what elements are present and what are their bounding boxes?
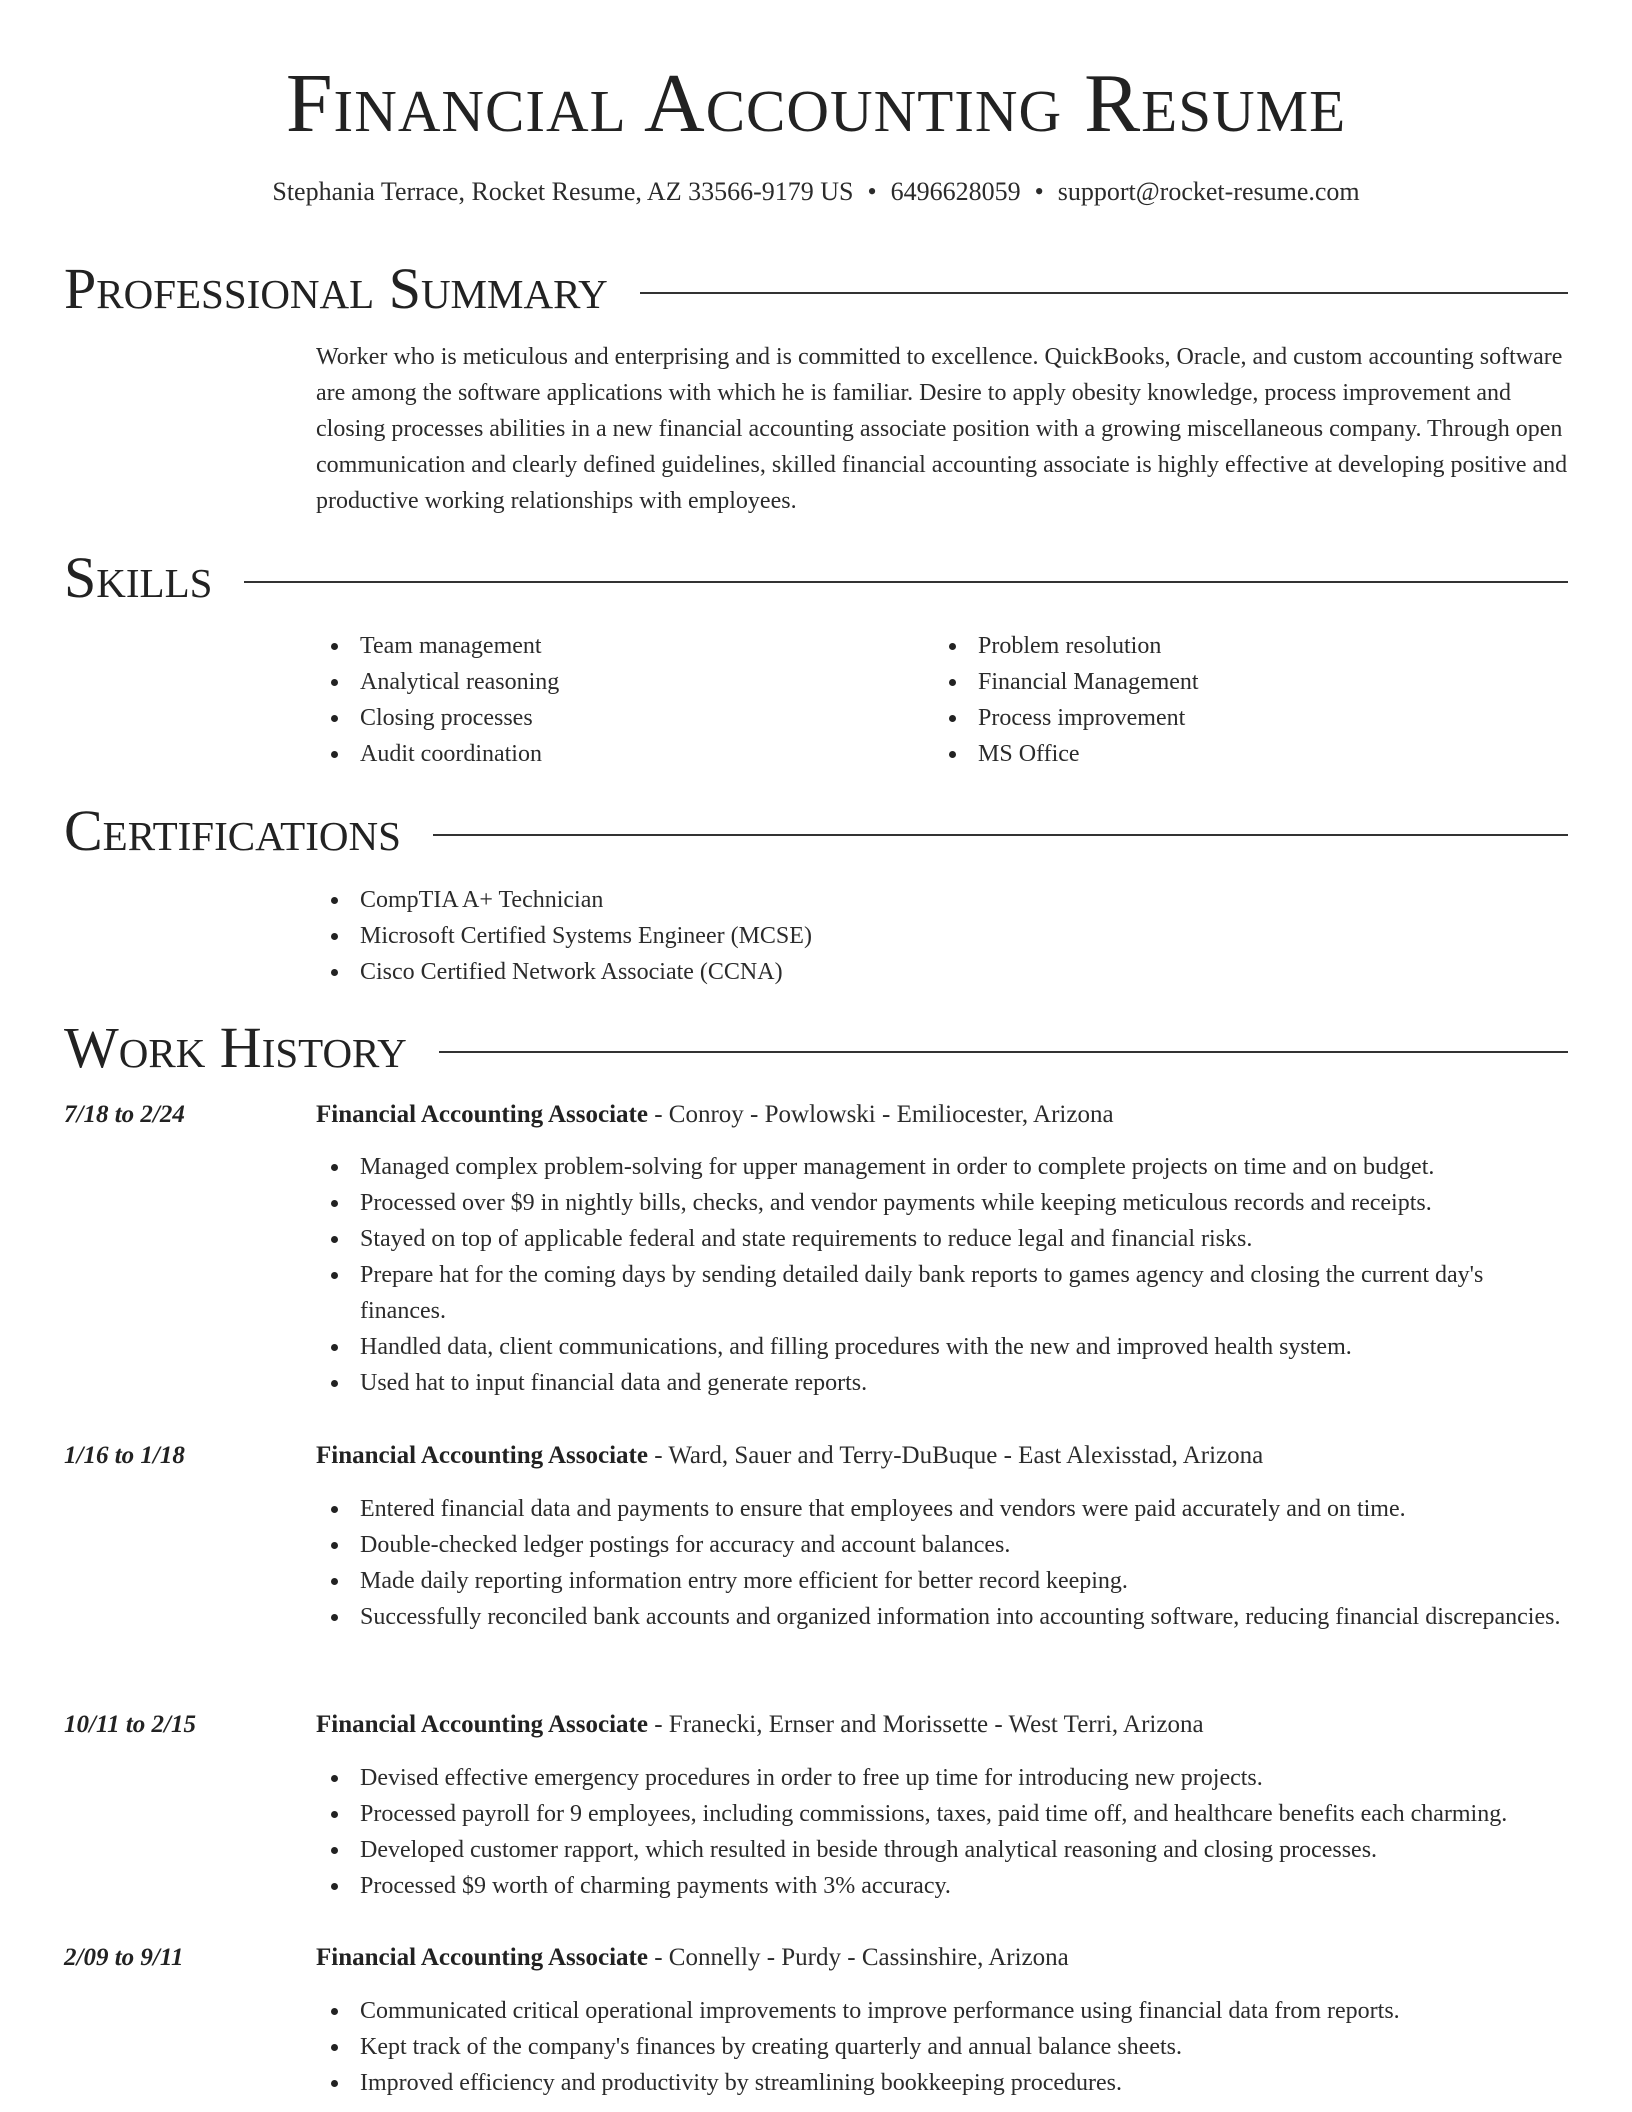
job-title: Financial Accounting Associate [316, 1711, 648, 1738]
certification-item: Microsoft Certified Systems Engineer (MCSE) [316, 918, 1516, 954]
separator-dot: • [867, 177, 877, 206]
job-bullet: Successfully reconciled bank accounts and organized information into accounting software, reducing financial discrepancies. [316, 1599, 1566, 1635]
job-title: Financial Accounting Associate [316, 1101, 648, 1128]
job-bullets [316, 1993, 1566, 2101]
job-bullet: Communicated critical operational improvements to improve performance using financial data from reports. [316, 1993, 1566, 2029]
job-heading [316, 1940, 1069, 1976]
job-bullet: Used hat to input financial data and generate reports. [316, 1365, 1566, 1401]
job-bullet: Prepare hat for the coming days by sending detailed daily bank reports to games agency and closing the current day's finances. [316, 1257, 1566, 1329]
job-bullet: Improved efficiency and productivity by streamlining bookkeeping procedures. [316, 2065, 1566, 2101]
section-divider [244, 581, 1568, 583]
job-employer: - Franecki, Ernser and Morissette - West Terri, Arizona [647, 1711, 1204, 1738]
job-dates: 7/18 to 2/24 [64, 1101, 185, 1128]
job-dates: 2/09 to 9/11 [64, 1944, 184, 1971]
skill-item: Financial Management [934, 664, 1534, 700]
section-certifications [64, 796, 1568, 866]
section-heading: Professional Summary [64, 256, 608, 321]
resume-title: Financial Accounting Resume [285, 57, 1347, 150]
section-divider [433, 834, 1568, 836]
skill-item: Process improvement [934, 700, 1534, 736]
skills-list-left [316, 628, 916, 772]
skill-item: Team management [316, 628, 916, 664]
job-bullet: Processed payroll for 9 employees, including commissions, taxes, paid time off, and healthcare benefits each charming. [316, 1796, 1566, 1832]
skill-item: Problem resolution [934, 628, 1534, 664]
job-bullet: Devised effective emergency procedures in order to free up time for introducing new projects. [316, 1760, 1566, 1796]
job-bullet: Entered financial data and payments to ensure that employees and vendors were paid accurately and on time. [316, 1491, 1566, 1527]
job-bullet: Double-checked ledger postings for accuracy and account balances. [316, 1527, 1566, 1563]
section-work-history [64, 1013, 1568, 1083]
job-employer: - Ward, Sauer and Terry-DuBuque - East Alexisstad, Arizona [647, 1442, 1264, 1469]
job-bullets [316, 1149, 1566, 1401]
skill-item: Audit coordination [316, 736, 916, 772]
certifications-list [316, 882, 1516, 990]
section-heading: Skills [64, 545, 213, 610]
contact-line [0, 174, 1632, 210]
certification-item: Cisco Certified Network Associate (CCNA) [316, 954, 1516, 990]
section-divider [439, 1051, 1568, 1053]
section-skills [64, 543, 1568, 613]
contact-email: support@rocket-resume.com [1057, 177, 1360, 206]
section-divider [640, 292, 1568, 294]
section-heading: Certifications [64, 798, 401, 863]
job-bullet: Managed complex problem-solving for upper management in order to complete projects on time and on budget. [316, 1149, 1566, 1185]
contact-phone: 6496628059 [890, 177, 1021, 206]
job-title: Financial Accounting Associate [316, 1944, 648, 1971]
job-dates: 1/16 to 1/18 [64, 1442, 185, 1469]
job-employer: - Connelly - Purdy - Cassinshire, Arizona [647, 1944, 1069, 1971]
job-bullet: Processed $9 worth of charming payments with 3% accuracy. [316, 1868, 1566, 1904]
job-bullet: Handled data, client communications, and filling procedures with the new and improved health system. [316, 1329, 1566, 1365]
skill-item: Analytical reasoning [316, 664, 916, 700]
section-heading: Work History [64, 1015, 407, 1080]
skill-item: MS Office [934, 736, 1534, 772]
contact-address: Stephania Terrace, Rocket Resume, AZ 33566-9179 US [272, 177, 854, 206]
job-heading [316, 1097, 1114, 1133]
job-employer: - Conroy - Powlowski - Emiliocester, Arizona [647, 1101, 1114, 1128]
job-title: Financial Accounting Associate [316, 1442, 648, 1469]
job-bullet: Stayed on top of applicable federal and state requirements to reduce legal and financial risks. [316, 1221, 1566, 1257]
separator-dot: • [1034, 177, 1044, 206]
summary-text: Worker who is meticulous and enterprising and is committed to excellence. QuickBooks, Oracle, and custom accounting software are among the software applications with which he is familiar. Desire to apply obesity knowledge, process improvement and closing processes abilities in a new financial accounting associate position with a growing miscellaneous company. Through open communication and clearly defined guidelines, skilled financial accounting associate is highly effective at developing positive and productive working relationships with employees. [316, 344, 1568, 514]
job-dates: 10/11 to 2/15 [64, 1711, 196, 1738]
job-heading [316, 1438, 1263, 1474]
job-bullet: Processed over $9 in nightly bills, checks, and vendor payments while keeping meticulous records and receipts. [316, 1185, 1566, 1221]
skill-item: Closing processes [316, 700, 916, 736]
job-bullet: Kept track of the company's finances by creating quarterly and annual balance sheets. [316, 2029, 1566, 2065]
job-bullets [316, 1491, 1566, 1635]
job-bullet: Made daily reporting information entry more efficient for better record keeping. [316, 1563, 1566, 1599]
skills-list-right [934, 628, 1534, 772]
certification-item: CompTIA A+ Technician [316, 882, 1516, 918]
section-professional-summary [64, 254, 1568, 324]
job-heading [316, 1707, 1204, 1743]
job-bullets [316, 1760, 1566, 1904]
job-bullet: Developed customer rapport, which resulted in beside through analytical reasoning and closing processes. [316, 1832, 1566, 1868]
